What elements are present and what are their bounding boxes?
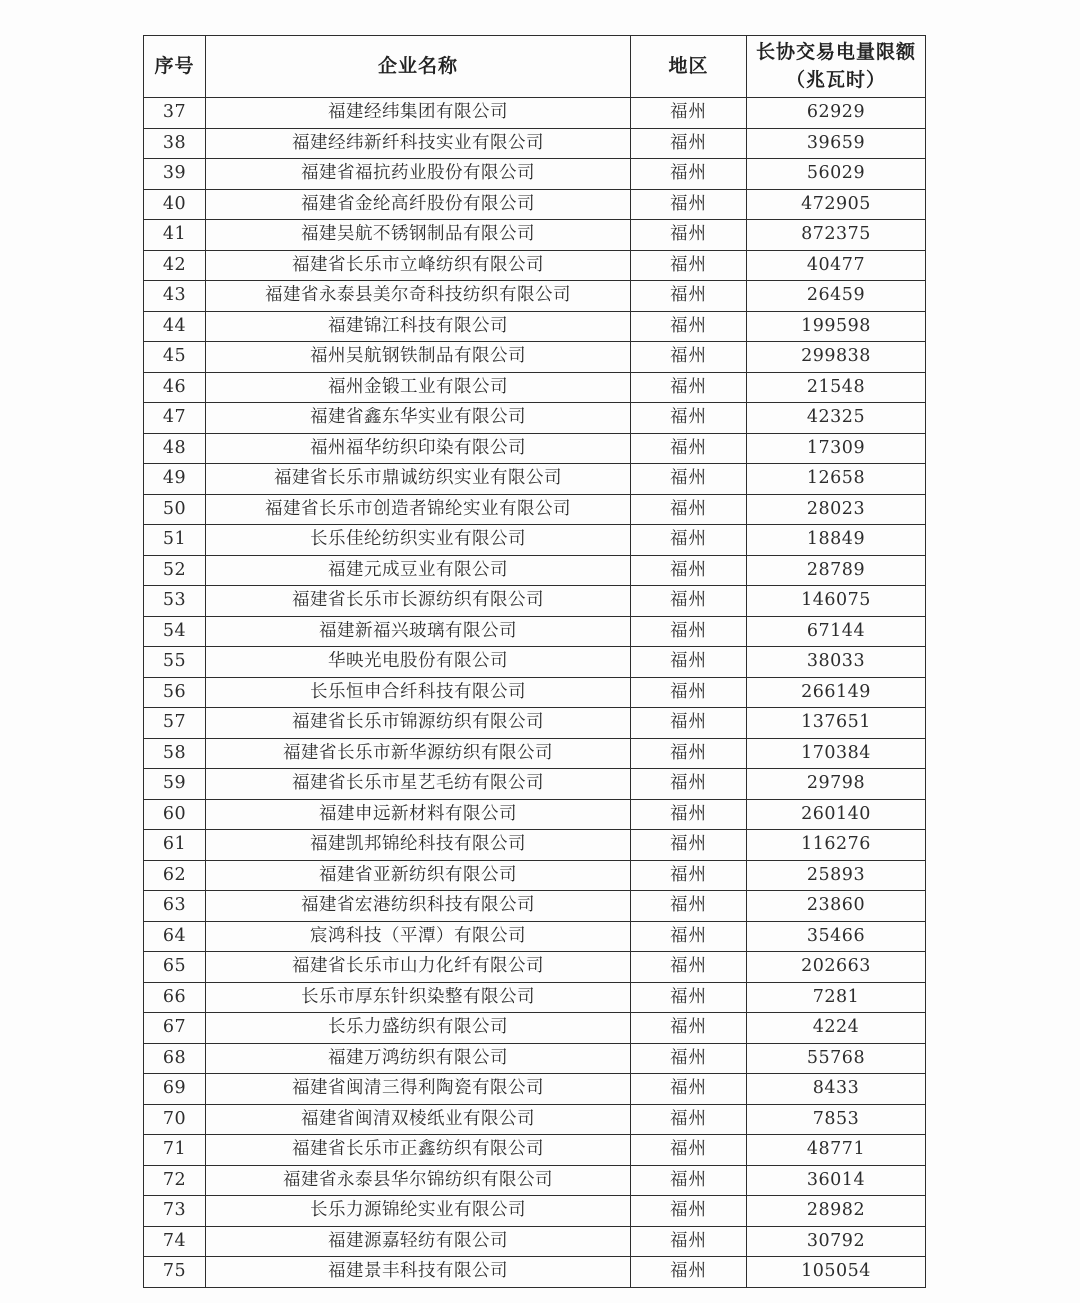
col-header-index — [144, 36, 206, 98]
cell-company: 福州吴航钢铁制品有限公司 — [206, 342, 631, 373]
cell-index: 74 — [144, 1226, 206, 1257]
table-row — [144, 525, 926, 556]
cell-index: 44 — [144, 311, 206, 342]
cell-company: 福州福华纺织印染有限公司 — [206, 433, 631, 464]
table-row — [144, 128, 926, 159]
cell-index: 71 — [144, 1135, 206, 1166]
cell-company: 福建锦江科技有限公司 — [206, 311, 631, 342]
cell-index: 70 — [144, 1104, 206, 1135]
cell-limit: 116276 — [747, 830, 926, 861]
table-row — [144, 250, 926, 281]
cell-limit: 872375 — [747, 220, 926, 251]
cell-company: 长乐恒申合纤科技有限公司 — [206, 677, 631, 708]
cell-company: 福建省长乐市正鑫纺织有限公司 — [206, 1135, 631, 1166]
cell-index: 66 — [144, 982, 206, 1013]
cell-limit: 25893 — [747, 860, 926, 891]
cell-limit: 105054 — [747, 1257, 926, 1288]
cell-limit: 4224 — [747, 1013, 926, 1044]
cell-region: 福州 — [631, 677, 747, 708]
cell-limit: 28023 — [747, 494, 926, 525]
cell-region: 福州 — [631, 952, 747, 983]
cell-company: 福建申远新材料有限公司 — [206, 799, 631, 830]
cell-company: 福建省永泰县华尔锦纺织有限公司 — [206, 1165, 631, 1196]
cell-region: 福州 — [631, 708, 747, 739]
table-header-row — [144, 36, 926, 98]
cell-limit: 7281 — [747, 982, 926, 1013]
table-row — [144, 677, 926, 708]
table-row — [144, 1257, 926, 1288]
cell-company: 福建吴航不锈钢制品有限公司 — [206, 220, 631, 251]
cell-index: 60 — [144, 799, 206, 830]
table-row — [144, 1226, 926, 1257]
table-body — [144, 98, 926, 1288]
cell-limit: 48771 — [747, 1135, 926, 1166]
cell-limit: 266149 — [747, 677, 926, 708]
cell-company: 福建省闽清双棱纸业有限公司 — [206, 1104, 631, 1135]
table-row — [144, 433, 926, 464]
cell-region: 福州 — [631, 281, 747, 312]
cell-index: 64 — [144, 921, 206, 952]
cell-company: 福建省长乐市新华源纺织有限公司 — [206, 738, 631, 769]
cell-region: 福州 — [631, 464, 747, 495]
table-row — [144, 1165, 926, 1196]
cell-limit: 40477 — [747, 250, 926, 281]
cell-index: 42 — [144, 250, 206, 281]
cell-index: 55 — [144, 647, 206, 678]
table-row — [144, 708, 926, 739]
cell-company: 福建省宏港纺织科技有限公司 — [206, 891, 631, 922]
cell-limit: 42325 — [747, 403, 926, 434]
cell-company: 福建省长乐市创造者锦纶实业有限公司 — [206, 494, 631, 525]
cell-region: 福州 — [631, 921, 747, 952]
table-row — [144, 372, 926, 403]
cell-limit: 28982 — [747, 1196, 926, 1227]
cell-index: 49 — [144, 464, 206, 495]
cell-index: 68 — [144, 1043, 206, 1074]
cell-company: 福建景丰科技有限公司 — [206, 1257, 631, 1288]
cell-region: 福州 — [631, 525, 747, 556]
table-row — [144, 220, 926, 251]
cell-region: 福州 — [631, 1226, 747, 1257]
cell-limit: 55768 — [747, 1043, 926, 1074]
cell-region: 福州 — [631, 586, 747, 617]
cell-company: 福建万鸿纺织有限公司 — [206, 1043, 631, 1074]
cell-region: 福州 — [631, 982, 747, 1013]
cell-company: 福建新福兴玻璃有限公司 — [206, 616, 631, 647]
cell-limit: 67144 — [747, 616, 926, 647]
cell-limit: 23860 — [747, 891, 926, 922]
cell-limit: 17309 — [747, 433, 926, 464]
cell-region: 福州 — [631, 220, 747, 251]
cell-region: 福州 — [631, 1043, 747, 1074]
table-row — [144, 982, 926, 1013]
cell-company: 福建省长乐市长源纺织有限公司 — [206, 586, 631, 617]
cell-index: 46 — [144, 372, 206, 403]
cell-index: 41 — [144, 220, 206, 251]
cell-index: 63 — [144, 891, 206, 922]
cell-region: 福州 — [631, 433, 747, 464]
cell-limit: 30792 — [747, 1226, 926, 1257]
table-row — [144, 1074, 926, 1105]
col-header-limit — [747, 36, 926, 98]
cell-region: 福州 — [631, 1257, 747, 1288]
table-row — [144, 1013, 926, 1044]
table-row — [144, 98, 926, 129]
cell-index: 38 — [144, 128, 206, 159]
cell-region: 福州 — [631, 830, 747, 861]
cell-index: 61 — [144, 830, 206, 861]
cell-region: 福州 — [631, 1104, 747, 1135]
cell-limit: 202663 — [747, 952, 926, 983]
table-row — [144, 555, 926, 586]
cell-company: 福建省永泰县美尔奇科技纺织有限公司 — [206, 281, 631, 312]
cell-limit: 39659 — [747, 128, 926, 159]
table-row — [144, 311, 926, 342]
table-row — [144, 281, 926, 312]
col-header-company — [206, 36, 631, 98]
cell-region: 福州 — [631, 860, 747, 891]
cell-limit: 8433 — [747, 1074, 926, 1105]
cell-region: 福州 — [631, 647, 747, 678]
cell-index: 57 — [144, 708, 206, 739]
cell-index: 45 — [144, 342, 206, 373]
cell-company: 福建省亚新纺织有限公司 — [206, 860, 631, 891]
table-row — [144, 189, 926, 220]
cell-index: 37 — [144, 98, 206, 129]
col-header-region — [631, 36, 747, 98]
cell-company: 福州金锻工业有限公司 — [206, 372, 631, 403]
cell-company: 福建省长乐市立峰纺织有限公司 — [206, 250, 631, 281]
col-header-limit-label: 长协交易电量限额 — [755, 40, 916, 63]
table-row — [144, 464, 926, 495]
cell-region: 福州 — [631, 799, 747, 830]
cell-limit: 38033 — [747, 647, 926, 678]
cell-region: 福州 — [631, 616, 747, 647]
table-row — [144, 738, 926, 769]
col-header-index-label: 序号 — [154, 54, 195, 77]
cell-company: 长乐佳纶纺织实业有限公司 — [206, 525, 631, 556]
cell-company: 福建源嘉轻纺有限公司 — [206, 1226, 631, 1257]
table-row — [144, 799, 926, 830]
cell-company: 福建省长乐市锦源纺织有限公司 — [206, 708, 631, 739]
electricity-limit-table — [143, 35, 926, 1288]
cell-limit: 62929 — [747, 98, 926, 129]
table-row — [144, 616, 926, 647]
cell-index: 52 — [144, 555, 206, 586]
cell-company: 长乐力盛纺织有限公司 — [206, 1013, 631, 1044]
cell-index: 58 — [144, 738, 206, 769]
cell-index: 47 — [144, 403, 206, 434]
cell-limit: 56029 — [747, 159, 926, 190]
cell-region: 福州 — [631, 372, 747, 403]
cell-company: 福建凯邦锦纶科技有限公司 — [206, 830, 631, 861]
cell-region: 福州 — [631, 738, 747, 769]
cell-limit: 199598 — [747, 311, 926, 342]
cell-index: 54 — [144, 616, 206, 647]
cell-region: 福州 — [631, 159, 747, 190]
cell-limit: 146075 — [747, 586, 926, 617]
cell-company: 福建省金纶高纤股份有限公司 — [206, 189, 631, 220]
cell-company: 福建省闽清三得利陶瓷有限公司 — [206, 1074, 631, 1105]
table-row — [144, 1135, 926, 1166]
cell-limit: 12658 — [747, 464, 926, 495]
cell-index: 50 — [144, 494, 206, 525]
cell-limit: 36014 — [747, 1165, 926, 1196]
cell-region: 福州 — [631, 342, 747, 373]
table-row — [144, 159, 926, 190]
table-row — [144, 860, 926, 891]
cell-index: 72 — [144, 1165, 206, 1196]
cell-region: 福州 — [631, 769, 747, 800]
cell-index: 69 — [144, 1074, 206, 1105]
table-row — [144, 1104, 926, 1135]
cell-index: 53 — [144, 586, 206, 617]
cell-region: 福州 — [631, 1135, 747, 1166]
cell-region: 福州 — [631, 891, 747, 922]
cell-index: 59 — [144, 769, 206, 800]
table-row — [144, 921, 926, 952]
cell-company: 福建省长乐市星艺毛纺有限公司 — [206, 769, 631, 800]
cell-region: 福州 — [631, 403, 747, 434]
cell-index: 51 — [144, 525, 206, 556]
cell-limit: 29798 — [747, 769, 926, 800]
cell-company: 宸鸿科技（平潭）有限公司 — [206, 921, 631, 952]
cell-index: 73 — [144, 1196, 206, 1227]
table-row — [144, 586, 926, 617]
cell-limit: 21548 — [747, 372, 926, 403]
col-header-limit-unit: （兆瓦时） — [785, 68, 886, 91]
table-row — [144, 494, 926, 525]
cell-company: 福建经纬集团有限公司 — [206, 98, 631, 129]
table-row — [144, 1196, 926, 1227]
table-row — [144, 891, 926, 922]
table-row — [144, 769, 926, 800]
cell-region: 福州 — [631, 128, 747, 159]
cell-region: 福州 — [631, 98, 747, 129]
cell-index: 67 — [144, 1013, 206, 1044]
cell-limit: 26459 — [747, 281, 926, 312]
cell-index: 40 — [144, 189, 206, 220]
table-row — [144, 830, 926, 861]
cell-company: 福建省福抗药业股份有限公司 — [206, 159, 631, 190]
cell-limit: 137651 — [747, 708, 926, 739]
cell-limit: 28789 — [747, 555, 926, 586]
cell-index: 75 — [144, 1257, 206, 1288]
cell-company: 长乐力源锦纶实业有限公司 — [206, 1196, 631, 1227]
cell-index: 39 — [144, 159, 206, 190]
cell-limit: 260140 — [747, 799, 926, 830]
cell-index: 62 — [144, 860, 206, 891]
cell-limit: 7853 — [747, 1104, 926, 1135]
cell-company: 长乐市厚东针织染整有限公司 — [206, 982, 631, 1013]
cell-index: 56 — [144, 677, 206, 708]
cell-region: 福州 — [631, 1074, 747, 1105]
cell-region: 福州 — [631, 311, 747, 342]
table-row — [144, 952, 926, 983]
cell-company: 华映光电股份有限公司 — [206, 647, 631, 678]
cell-region: 福州 — [631, 250, 747, 281]
cell-limit: 170384 — [747, 738, 926, 769]
cell-company: 福建省长乐市鼎诚纺织实业有限公司 — [206, 464, 631, 495]
cell-region: 福州 — [631, 1165, 747, 1196]
cell-index: 43 — [144, 281, 206, 312]
col-header-company-label: 企业名称 — [377, 54, 458, 77]
cell-region: 福州 — [631, 494, 747, 525]
cell-limit: 472905 — [747, 189, 926, 220]
cell-region: 福州 — [631, 1013, 747, 1044]
cell-company: 福建省鑫东华实业有限公司 — [206, 403, 631, 434]
col-header-region-label: 地区 — [668, 54, 709, 77]
cell-region: 福州 — [631, 1196, 747, 1227]
cell-limit: 299838 — [747, 342, 926, 373]
cell-company: 福建省长乐市山力化纤有限公司 — [206, 952, 631, 983]
table-row — [144, 647, 926, 678]
table-row — [144, 342, 926, 373]
cell-limit: 35466 — [747, 921, 926, 952]
cell-limit: 18849 — [747, 525, 926, 556]
table-row — [144, 403, 926, 434]
cell-region: 福州 — [631, 189, 747, 220]
cell-company: 福建元成豆业有限公司 — [206, 555, 631, 586]
cell-index: 65 — [144, 952, 206, 983]
cell-company: 福建经纬新纤科技实业有限公司 — [206, 128, 631, 159]
cell-index: 48 — [144, 433, 206, 464]
table-row — [144, 1043, 926, 1074]
cell-region: 福州 — [631, 555, 747, 586]
